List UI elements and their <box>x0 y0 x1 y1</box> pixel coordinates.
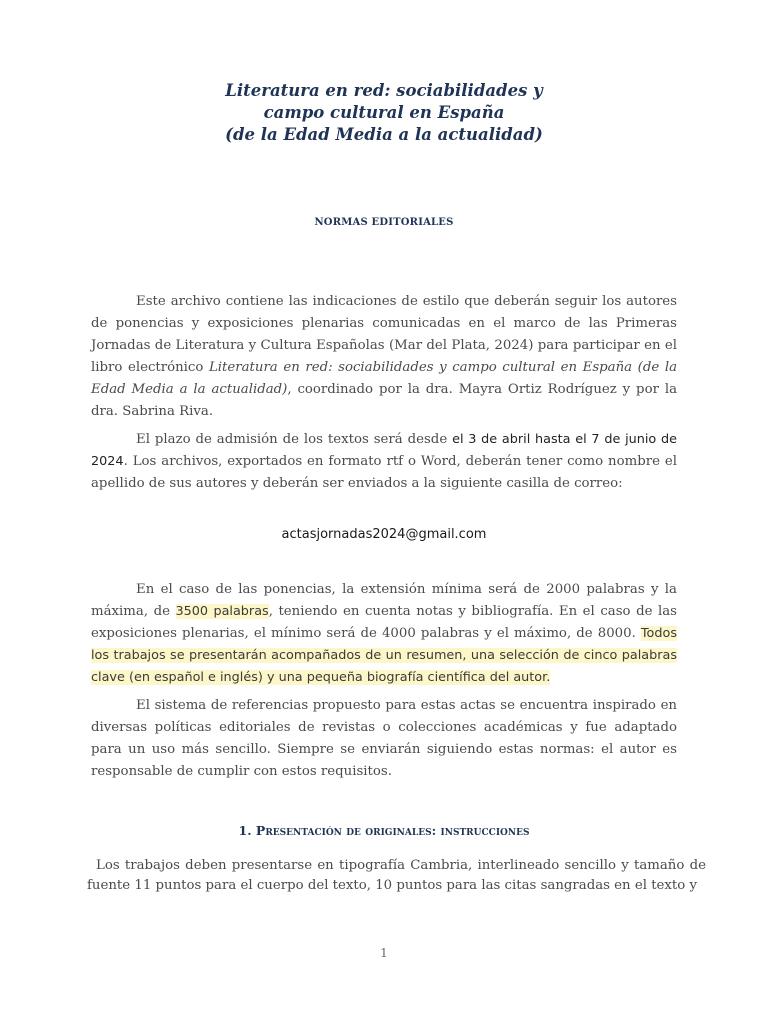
page-number: 1 <box>380 946 388 960</box>
heading-number: 1. <box>238 823 256 838</box>
title-line-1: Literatura en red: sociabilidades y <box>225 81 543 100</box>
body-text <box>91 291 677 501</box>
paragraph-references: El sistema de referencias propuesto para estas actas se encuentra inspirado en diversas políticas editoriales de revistas o colecciones académicas y fue adaptado para un uso más sencillo. Siempre se enviarán siguiendo estas normas: el autor es responsable de cumplir con estos requisitos. <box>91 698 677 779</box>
length-text-a: En el caso de las ponencias, la extensión mínima será de 2000 palabras y la máxima, de <box>91 582 677 619</box>
title-line-3: (de la Edad Media a la actualidad) <box>225 125 543 144</box>
document-title <box>0 80 768 146</box>
paragraph-deadline <box>91 429 677 495</box>
section-label: NORMAS EDITORIALES <box>314 217 454 228</box>
intro-text-a: Este archivo contiene las indicaciones de estilo que deberán seguir los autores de ponencias y exposiciones plenarias comunicadas en el marco de las Primeras Jornadas de Literatura y Cultura Españolas (Mar del Plata, 2024) para participar en el libro electrónico <box>91 294 677 375</box>
heading-initial: P <box>255 823 266 838</box>
length-text-b: , teniendo en cuenta notas y bibliografía. En el caso de las exposiciones plenarias, el mínimo será de 4000 palabras y el máximo, de 8000. <box>91 604 677 641</box>
paragraph-length <box>91 579 677 689</box>
book-title: Literatura en red: sociabilidades y campo cultural en España (de la Edad Media a la actualidad) <box>91 360 677 397</box>
heading-rest: resentación de originales: instrucciones <box>265 823 530 838</box>
body-text-3 <box>87 856 706 896</box>
intro-text-b: , coordinado por la dra. Mayra Ortiz Rodríguez y por la dra. Sabrina Riva. <box>91 382 677 419</box>
requirements-highlight: Todos los trabajos se presentarán acompañados de un resumen, una selección de cinco palabras clave (en español e inglés) y una pequeña biografía científica del autor. <box>91 626 677 685</box>
contact-email[interactable]: actasjornadas2024@gmail.com <box>281 527 487 542</box>
deadline-text-b: . Los archivos, exportados en formato rtf o Word, deberán tener como nombre el apellido de sus autores y deberán ser enviados a la siguiente casilla de correo: <box>91 454 677 491</box>
max-words-highlight: 3500 palabras <box>175 604 269 619</box>
deadline-text-a: El plazo de admisión de los textos será desde <box>136 432 453 447</box>
title-line-2: campo cultural en España <box>263 103 505 122</box>
deadline-dates: el 3 de abril hasta el 7 de junio de 2024 <box>91 432 677 469</box>
body-text-2 <box>91 579 677 789</box>
section-heading-1 <box>0 823 768 838</box>
paragraph-intro <box>91 291 677 423</box>
paragraph-format: Los trabajos deben presentarse en tipografía Cambria, interlineado sencillo y tamaño de fuente 11 puntos para el cuerpo del texto, 10 puntos para las citas sangradas en el texto y <box>87 858 706 893</box>
